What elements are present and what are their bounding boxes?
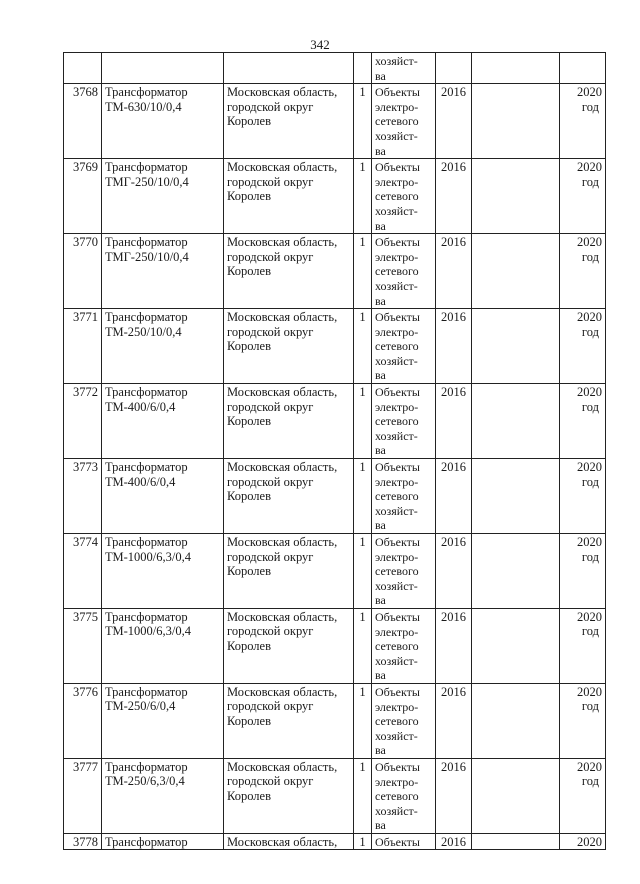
name-line: Трансформатор (105, 834, 188, 849)
location-line: городской округ (227, 624, 314, 639)
category-line: ва (375, 218, 386, 233)
cell-qty: 1 (354, 683, 372, 758)
table-row (64, 608, 606, 683)
name-line: Трансформатор (105, 310, 188, 325)
category-line: ва (375, 143, 386, 158)
period-unit: год (581, 474, 599, 489)
cell-qty: 1 (354, 833, 372, 850)
location-line: городской округ (227, 699, 314, 714)
category-line: ва (375, 593, 386, 608)
period-unit: год (581, 249, 599, 264)
category-line: ва (375, 68, 386, 83)
category-line: Объекты (375, 609, 420, 624)
location-line: Королев (227, 114, 271, 129)
cell-period (560, 309, 606, 384)
cell-qty: 1 (354, 758, 372, 833)
name-line: Трансформатор (105, 759, 188, 774)
period-year: 2020 (577, 385, 602, 400)
cell-period (560, 384, 606, 459)
period-unit: год (581, 174, 599, 189)
category-line: электро- (375, 324, 419, 339)
category-line: электро- (375, 99, 419, 114)
cell-category (372, 234, 436, 309)
cell-num: 3777 (64, 758, 102, 833)
cell-location (224, 84, 354, 159)
cell-name (102, 309, 224, 384)
category-line: ва (375, 518, 386, 533)
cell-blank (472, 459, 560, 534)
name-line: Трансформатор (105, 160, 188, 175)
location-line: Московская область, (227, 235, 338, 250)
cell-blank (472, 534, 560, 609)
location-line: Московская область, (227, 535, 338, 549)
cell-num: 3769 (64, 159, 102, 234)
cell-period (560, 84, 606, 159)
category-line: ва (375, 818, 386, 833)
cell-blank (472, 159, 560, 234)
cell-blank (472, 84, 560, 159)
cell-period (560, 53, 606, 84)
category-line: Объекты (375, 460, 420, 475)
cell-period (560, 459, 606, 534)
category-line: ва (375, 743, 386, 758)
category-line: Объекты (375, 385, 420, 400)
period-unit: год (581, 324, 599, 339)
cell-num: 3773 (64, 459, 102, 534)
asset-registry-table (63, 52, 606, 850)
cell-name (102, 459, 224, 534)
cell-location (224, 758, 354, 833)
cell-blank (472, 608, 560, 683)
name-line: Трансформатор (105, 609, 188, 624)
cell-blank (472, 309, 560, 384)
cell-blank (472, 53, 560, 84)
table-row (64, 758, 606, 833)
period-unit: год (581, 624, 599, 639)
category-line: хозяйст- (375, 128, 418, 143)
name-line: Трансформатор (105, 85, 188, 100)
cell-period (560, 833, 606, 850)
cell-category (372, 84, 436, 159)
location-line: городской округ (227, 174, 314, 189)
location-line: городской округ (227, 99, 314, 114)
name-line: ТМ-1000/6,3/0,4 (105, 549, 191, 564)
period-unit: год (581, 99, 599, 114)
cell-period (560, 534, 606, 609)
cell-category (372, 833, 436, 850)
category-line: сетевого (375, 339, 419, 354)
table-row (64, 833, 606, 850)
cell-location (224, 608, 354, 683)
cell-num: 3770 (64, 234, 102, 309)
category-line: сетевого (375, 564, 419, 579)
category-line: хозяйст- (375, 428, 418, 443)
category-line: электро- (375, 399, 419, 414)
cell-category (372, 384, 436, 459)
name-line: Трансформатор (105, 684, 188, 699)
period-year: 2020 (577, 85, 602, 100)
cell-qty: 1 (354, 84, 372, 159)
category-line: Объекты (375, 684, 420, 699)
name-line: ТМГ-250/10/0,4 (105, 174, 189, 189)
cell-location (224, 534, 354, 609)
category-line: хозяйст- (375, 653, 418, 668)
cell-qty: 1 (354, 608, 372, 683)
cell-period (560, 234, 606, 309)
category-line: Объекты (375, 160, 420, 175)
cell-location (224, 833, 354, 850)
cell-year: 2016 (436, 159, 472, 234)
location-line: Королев (227, 638, 271, 653)
location-line: Московская область, (227, 609, 338, 624)
name-line: ТМ-400/6/0,4 (105, 399, 176, 414)
cell-year: 2016 (436, 309, 472, 384)
category-line: сетевого (375, 414, 419, 429)
category-line: хозяйст- (375, 54, 418, 68)
category-line: хозяйст- (375, 503, 418, 518)
category-line: сетевого (375, 789, 419, 804)
location-line: Королев (227, 489, 271, 504)
period-year: 2020 (577, 834, 602, 849)
cell-num: 3768 (64, 84, 102, 159)
cell-category (372, 758, 436, 833)
cell-period (560, 159, 606, 234)
location-line: Королев (227, 264, 271, 279)
location-line: городской округ (227, 324, 314, 339)
table-row (64, 384, 606, 459)
cell-year: 2016 (436, 608, 472, 683)
cell-year: 2016 (436, 833, 472, 850)
cell-year: 2016 (436, 234, 472, 309)
table-row (64, 459, 606, 534)
name-line: ТМ-630/10/0,4 (105, 99, 182, 114)
category-line: электро- (375, 699, 419, 714)
category-line: электро- (375, 774, 419, 789)
cell-num: 3778 (64, 833, 102, 850)
cell-blank (472, 384, 560, 459)
category-line: сетевого (375, 714, 419, 729)
table-row (64, 534, 606, 609)
period-year: 2020 (577, 160, 602, 175)
cell-location (224, 683, 354, 758)
location-line: Королев (227, 564, 271, 578)
category-line: хозяйст- (375, 203, 418, 218)
cell-name (102, 159, 224, 234)
cell-location (224, 159, 354, 234)
cell-num: 3775 (64, 608, 102, 683)
cell-qty: 1 (354, 159, 372, 234)
category-line: сетевого (375, 114, 419, 129)
cell-name (102, 534, 224, 609)
name-line: ТМГ-250/10/0,4 (105, 249, 189, 264)
category-line: Объекты (375, 834, 420, 849)
cell-num: 3776 (64, 683, 102, 758)
location-line: городской округ (227, 474, 314, 489)
name-line: ТМ-250/6/0,4 (105, 699, 176, 714)
category-line: Объекты (375, 759, 420, 774)
cell-location (224, 309, 354, 384)
cell-location (224, 234, 354, 309)
period-unit: год (581, 699, 599, 714)
category-line: электро- (375, 474, 419, 489)
table-row (64, 234, 606, 309)
table-row (64, 159, 606, 234)
location-line: Московская область, (227, 310, 338, 325)
cell-name (102, 84, 224, 159)
name-line: Трансформатор (105, 535, 188, 549)
cell-location (224, 384, 354, 459)
name-line: ТМ-250/6,3/0,4 (105, 774, 185, 789)
cell-category (372, 608, 436, 683)
location-line: городской округ (227, 249, 314, 264)
location-line: городской округ (227, 549, 314, 564)
cell-name (102, 608, 224, 683)
cell-blank (472, 234, 560, 309)
category-line: Объекты (375, 85, 420, 100)
cell-category (372, 459, 436, 534)
category-line: Объекты (375, 535, 420, 549)
cell-qty: 1 (354, 309, 372, 384)
cell-qty (354, 53, 372, 84)
category-line: электро- (375, 174, 419, 189)
cell-num (64, 53, 102, 84)
period-year: 2020 (577, 609, 602, 624)
cell-year: 2016 (436, 459, 472, 534)
cell-year: 2016 (436, 384, 472, 459)
category-line: Объекты (375, 310, 420, 325)
cell-year (436, 53, 472, 84)
cell-num: 3771 (64, 309, 102, 384)
period-year: 2020 (577, 235, 602, 250)
cell-blank (472, 833, 560, 850)
cell-qty: 1 (354, 234, 372, 309)
location-line: Королев (227, 713, 271, 728)
cell-year: 2016 (436, 758, 472, 833)
name-line: ТМ-250/10/0,4 (105, 324, 182, 339)
cell-name (102, 384, 224, 459)
cell-year: 2016 (436, 84, 472, 159)
category-line: Объекты (375, 235, 420, 250)
cell-period (560, 683, 606, 758)
location-line: Королев (227, 189, 271, 204)
cell-period (560, 608, 606, 683)
table-body (64, 53, 606, 850)
category-line: сетевого (375, 489, 419, 504)
cell-name (102, 833, 224, 850)
continuation-row (64, 53, 606, 84)
location-line: городской округ (227, 399, 314, 414)
cell-num: 3774 (64, 534, 102, 609)
category-line: ва (375, 443, 386, 458)
category-line: ва (375, 668, 386, 683)
period-year: 2020 (577, 310, 602, 325)
cell-location (224, 459, 354, 534)
location-line: Московская область, (227, 460, 338, 475)
cell-num: 3772 (64, 384, 102, 459)
cell-category (372, 683, 436, 758)
category-line: сетевого (375, 639, 419, 654)
location-line: городской округ (227, 774, 314, 789)
category-line: хозяйст- (375, 728, 418, 743)
cell-blank (472, 758, 560, 833)
cell-category (372, 159, 436, 234)
cell-category (372, 53, 436, 84)
period-year: 2020 (577, 759, 602, 774)
page-number: 342 (310, 37, 330, 52)
cell-period (560, 758, 606, 833)
category-line: электро- (375, 624, 419, 639)
period-unit: год (581, 549, 599, 564)
cell-name (102, 234, 224, 309)
cell-location (224, 53, 354, 84)
location-line: Московская область, (227, 684, 338, 699)
cell-year: 2016 (436, 534, 472, 609)
cell-name (102, 53, 224, 84)
cell-qty: 1 (354, 384, 372, 459)
location-line: Королев (227, 788, 271, 803)
category-line: сетевого (375, 264, 419, 279)
period-unit: год (581, 399, 599, 414)
cell-category (372, 309, 436, 384)
period-year: 2020 (577, 684, 602, 699)
period-year: 2020 (577, 460, 602, 475)
location-line: Московская область, (227, 85, 338, 100)
category-line: сетевого (375, 189, 419, 204)
location-line: Московская область, (227, 834, 338, 849)
cell-name (102, 758, 224, 833)
location-line: Королев (227, 339, 271, 354)
cell-blank (472, 683, 560, 758)
category-line: ва (375, 293, 386, 308)
cell-year: 2016 (436, 683, 472, 758)
location-line: Московская область, (227, 385, 338, 400)
table-row (64, 84, 606, 159)
category-line: хозяйст- (375, 353, 418, 368)
location-line: Московская область, (227, 160, 338, 175)
location-line: Московская область, (227, 759, 338, 774)
category-line: электро- (375, 249, 419, 264)
name-line: ТМ-400/6/0,4 (105, 474, 176, 489)
name-line: Трансформатор (105, 235, 188, 250)
name-line: Трансформатор (105, 460, 188, 475)
cell-qty: 1 (354, 459, 372, 534)
category-line: хозяйст- (375, 803, 418, 818)
category-line: ва (375, 368, 386, 383)
category-line: электро- (375, 549, 419, 564)
table-row (64, 683, 606, 758)
period-unit: год (581, 774, 599, 789)
table-row (64, 309, 606, 384)
name-line: Трансформатор (105, 385, 188, 400)
period-year: 2020 (577, 535, 602, 549)
location-line: Королев (227, 414, 271, 429)
name-line: ТМ-1000/6,3/0,4 (105, 624, 191, 639)
category-line: хозяйст- (375, 578, 418, 593)
cell-category (372, 534, 436, 609)
cell-qty: 1 (354, 534, 372, 609)
category-line: хозяйст- (375, 278, 418, 293)
cell-name (102, 683, 224, 758)
